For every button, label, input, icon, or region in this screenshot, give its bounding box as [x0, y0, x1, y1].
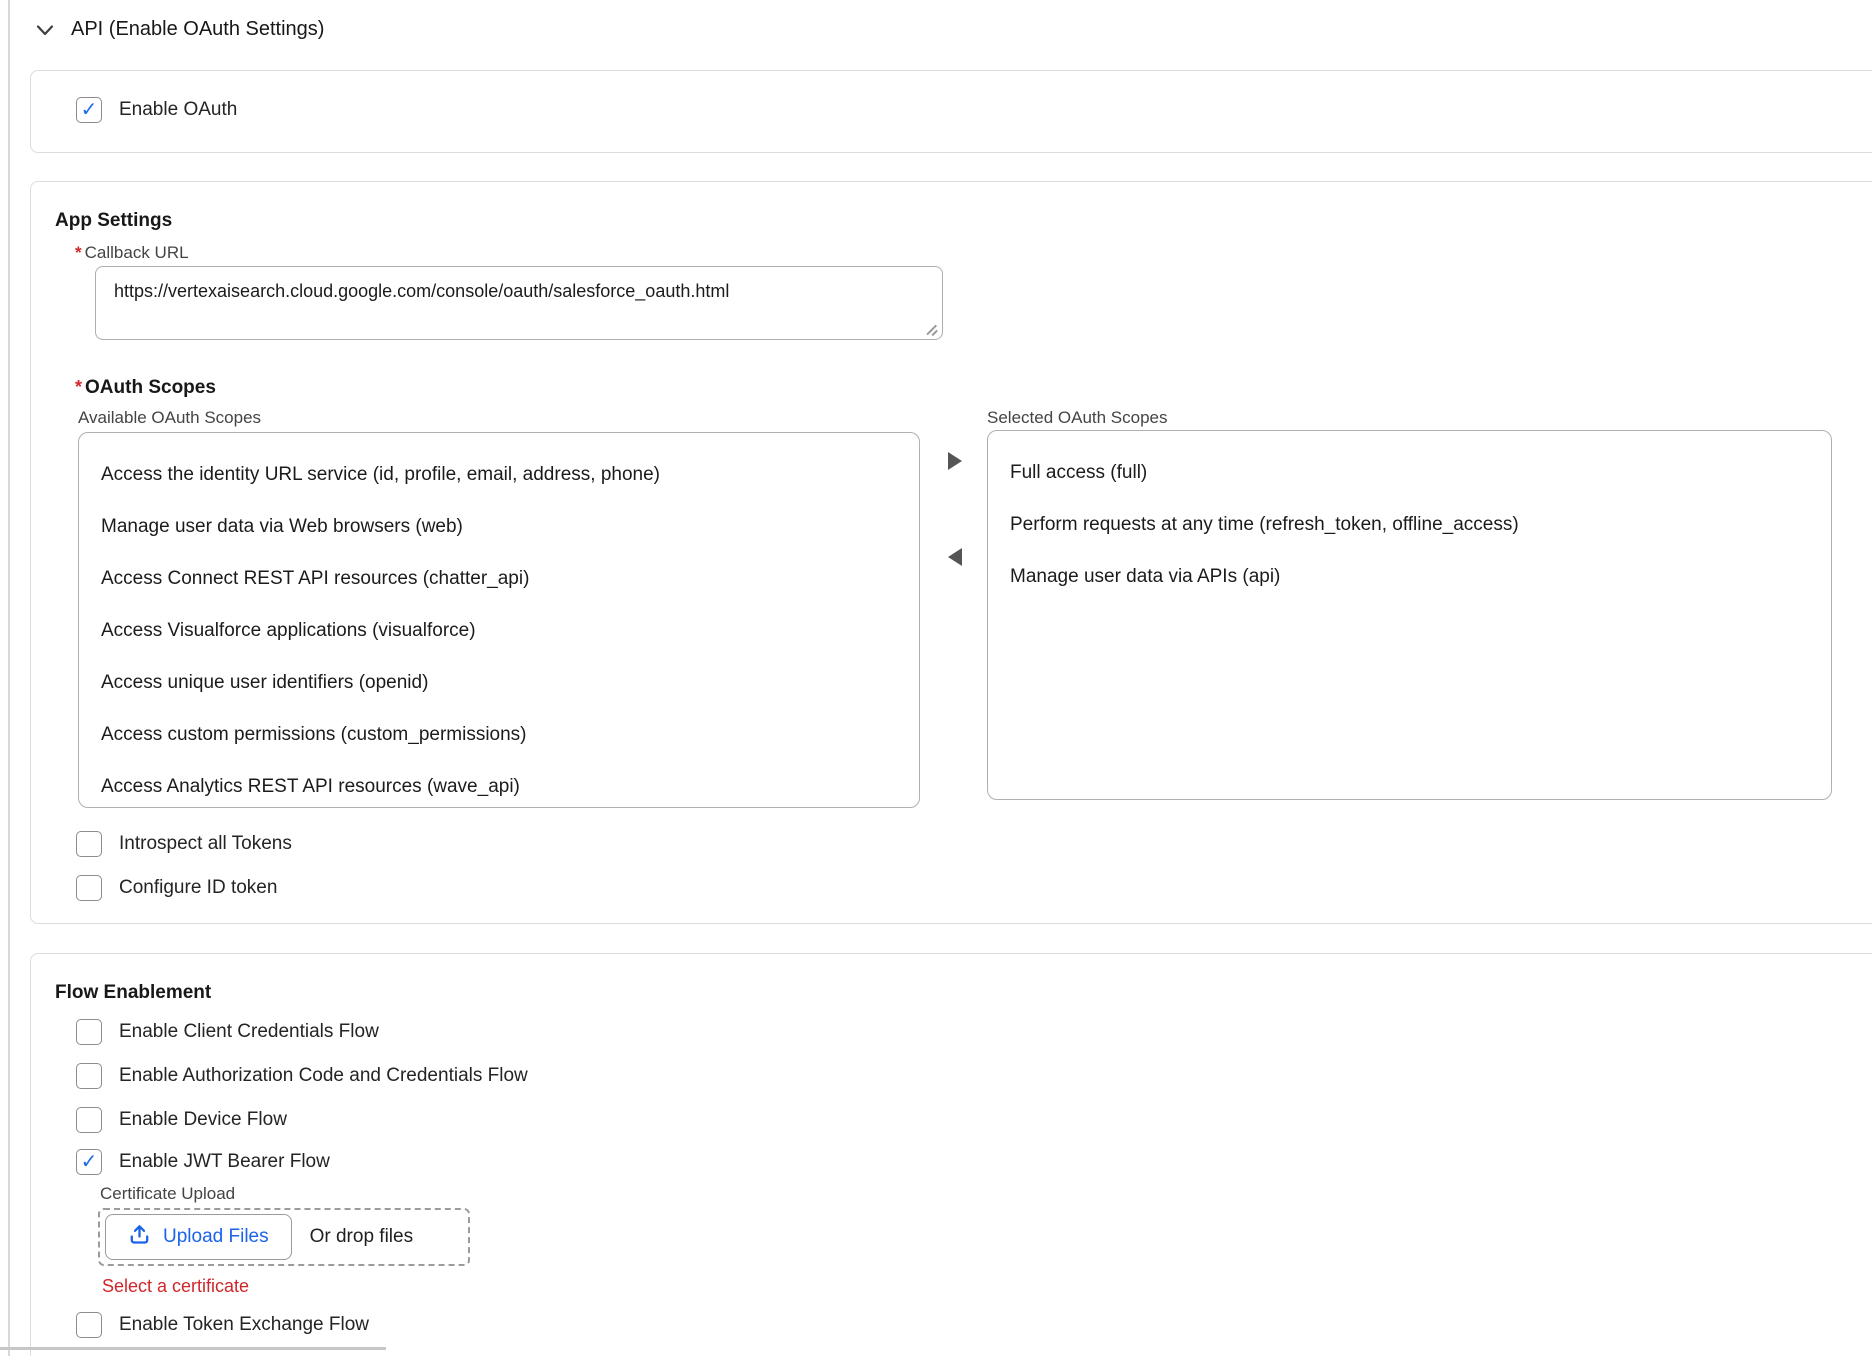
- drop-files-text: Or drop files: [309, 1226, 414, 1247]
- section-header-api-oauth[interactable]: [34, 18, 324, 41]
- auth-code-credentials-flow-checkbox[interactable]: [76, 1063, 102, 1089]
- app-settings-heading: App Settings: [55, 210, 173, 231]
- device-flow-row: Enable Device Flow: [76, 1107, 287, 1133]
- move-left-icon[interactable]: [948, 548, 962, 566]
- flow-enablement-heading: Flow Enablement: [55, 982, 212, 1003]
- required-asterisk: *: [75, 243, 82, 262]
- list-item[interactable]: Access Analytics REST API resources (wave_api): [101, 776, 520, 797]
- token-exchange-flow-row: Enable Token Exchange Flow: [76, 1312, 369, 1338]
- list-item[interactable]: Perform requests at any time (refresh_token, offline_access): [1010, 514, 1519, 535]
- move-right-icon[interactable]: [948, 452, 962, 470]
- list-item[interactable]: Manage user data via APIs (api): [1010, 566, 1281, 587]
- list-item[interactable]: Manage user data via Web browsers (web): [101, 516, 463, 537]
- list-item[interactable]: Access custom permissions (custom_permissions): [101, 724, 527, 745]
- upload-files-button[interactable]: [105, 1214, 292, 1260]
- callback-url-input[interactable]: [95, 266, 943, 340]
- introspect-tokens-checkbox[interactable]: [76, 831, 102, 857]
- certificate-upload-label: Certificate Upload: [100, 1184, 236, 1203]
- required-asterisk: *: [75, 377, 83, 397]
- list-item[interactable]: Access unique user identifiers (openid): [101, 672, 429, 693]
- page-left-divider: [8, 0, 10, 1356]
- client-credentials-flow-checkbox[interactable]: [76, 1019, 102, 1045]
- configure-id-token-checkbox[interactable]: [76, 875, 102, 901]
- device-flow-checkbox[interactable]: [76, 1107, 102, 1133]
- callback-url-label: * Callback URL: [75, 243, 189, 262]
- list-item[interactable]: Full access (full): [1010, 462, 1148, 483]
- oauth-scopes-label: * OAuth Scopes: [75, 377, 216, 398]
- upload-files-label: Upload Files: [163, 1226, 269, 1247]
- list-item[interactable]: Access Connect REST API resources (chatter_api): [101, 568, 530, 589]
- chevron-down-icon[interactable]: [34, 19, 56, 41]
- selected-scopes-label: Selected OAuth Scopes: [987, 408, 1168, 427]
- introspect-tokens-row: Introspect all Tokens: [76, 831, 292, 857]
- callback-url-value: https://vertexaisearch.cloud.google.com/console/oauth/salesforce_oauth.html: [114, 281, 730, 301]
- client-credentials-flow-row: Enable Client Credentials Flow: [76, 1019, 379, 1045]
- available-scopes-label: Available OAuth Scopes: [78, 408, 262, 427]
- available-scopes-listbox[interactable]: [78, 432, 920, 808]
- selected-scopes-listbox[interactable]: [987, 430, 1832, 800]
- list-item[interactable]: Access Visualforce applications (visualforce): [101, 620, 476, 641]
- token-exchange-flow-checkbox[interactable]: [76, 1312, 102, 1338]
- enable-oauth-card: [30, 70, 1872, 153]
- configure-id-token-row: Configure ID token: [76, 875, 277, 901]
- certificate-error-text: Select a certificate: [102, 1276, 250, 1296]
- enable-oauth-checkbox[interactable]: [76, 97, 102, 123]
- resize-handle-icon[interactable]: [925, 322, 939, 336]
- auth-code-credentials-flow-row: Enable Authorization Code and Credentials Flow: [76, 1063, 528, 1089]
- jwt-bearer-flow-row: ✓ Enable JWT Bearer Flow: [76, 1149, 330, 1175]
- bottom-divider: [0, 1347, 386, 1350]
- section-title: API (Enable OAuth Settings): [71, 18, 325, 40]
- enable-oauth-row: [76, 97, 237, 123]
- list-item[interactable]: Access the identity URL service (id, profile, email, address, phone): [101, 464, 660, 485]
- upload-icon: [128, 1223, 151, 1251]
- jwt-bearer-flow-checkbox[interactable]: [76, 1149, 102, 1175]
- certificate-dropzone[interactable]: [98, 1208, 470, 1266]
- enable-oauth-label: Enable OAuth: [119, 99, 238, 120]
